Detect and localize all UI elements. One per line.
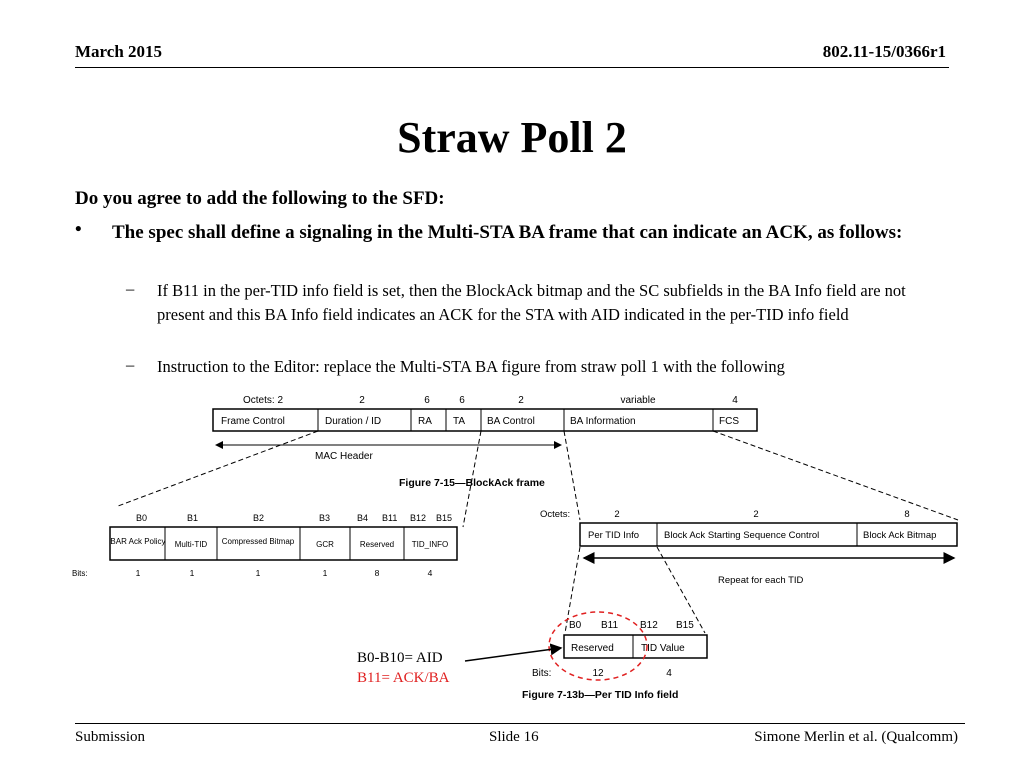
bactl-bit: B3 (319, 513, 331, 523)
bainfo-field: Block Ack Bitmap (863, 530, 937, 541)
bullet-marker: • (75, 219, 82, 240)
header-date: March 2015 (75, 42, 163, 61)
frame-caption: Figure 7-15—BlockAck frame (399, 477, 545, 489)
bactl-field: Reserved (359, 540, 395, 549)
footer-slide-number: Slide 16 (489, 729, 539, 745)
frame-octet: 6 (424, 395, 430, 406)
subitem-dash: – (126, 355, 135, 374)
bainfo-octet: 8 (904, 509, 910, 520)
subitem-text: If B11 in the per-TID info field is set, then the BlockAck bitmap and the SC subfields in the BA Info field are not present and this BA Info field indicates an ACK for the STA with AID indicated in the per-TID info field (157, 281, 906, 324)
frame-octet: 2 (518, 395, 524, 406)
bainfo-octet: 2 (614, 509, 620, 520)
frame-field: Duration / ID (325, 416, 382, 427)
slide-title: Straw Poll 2 (397, 113, 627, 162)
footer-rule (75, 723, 965, 724)
subitem-dash: – (126, 279, 135, 298)
pertid-bit: B11 (601, 620, 619, 631)
mac-header-label: MAC Header (315, 451, 373, 462)
bactl-bits: 8 (374, 568, 380, 578)
bactl-bits: 1 (255, 568, 261, 578)
bactl-bit: B4 (357, 513, 369, 523)
bactl-bit: B12 (410, 513, 427, 523)
annotation-aid: B0-B10= AID (357, 650, 443, 666)
bainfo-field: Block Ack Starting Sequence Control (664, 530, 820, 541)
pertid-bit: B12 (640, 620, 658, 631)
repeat-label: Repeat for each TID (718, 575, 804, 586)
header-doc-id: 802.11-15/0366r1 (822, 42, 946, 61)
frame-box (213, 409, 757, 431)
bactl-bit: B15 (436, 513, 453, 523)
frame-octet: variable (620, 395, 656, 406)
bactl-bits: 1 (135, 568, 141, 578)
bainfo-octet: 2 (753, 509, 759, 520)
bactl-field: Multi-TID (174, 540, 208, 549)
footer-submission: Submission (75, 729, 146, 745)
pertid-bits: 12 (592, 668, 604, 679)
bactl-bits: 1 (189, 568, 195, 578)
frame-octet: 4 (732, 395, 738, 406)
bullet-text: The spec shall define a signaling in the Multi-STA BA frame that can indicate an ACK, as follows: (112, 222, 903, 243)
pertid-bit: B0 (569, 620, 582, 631)
bainfo-field: Per TID Info (588, 530, 640, 541)
bactl-bits: 4 (427, 568, 433, 578)
frame-field: Frame Control (221, 416, 285, 427)
bactl-bit: B11 (382, 513, 398, 523)
subitem-text: Instruction to the Editor: replace the Multi-STA BA figure from straw poll 1 with the following (157, 357, 785, 376)
pertid-bit: B15 (676, 620, 694, 631)
footer-author: Simone Merlin et al. (Qualcomm) (754, 729, 958, 745)
bactl-bit: B1 (187, 513, 199, 523)
frame-field: BA Control (487, 416, 535, 427)
frame-field: RA (418, 416, 432, 427)
pertid-field: TID Value (641, 643, 685, 654)
annotation-arrow (465, 648, 561, 661)
bactl-field: TID_INFO (411, 540, 449, 549)
annotation-ack: B11= ACK/BA (357, 670, 450, 686)
question-text: Do you agree to add the following to the SFD: (75, 188, 445, 209)
bactl-bits: 1 (322, 568, 328, 578)
bactl-field: GCR (316, 540, 334, 549)
bactl-bit: B2 (253, 513, 265, 523)
frame-field: BA Information (570, 416, 636, 427)
bactl-field: Compressed Bitmap (221, 537, 295, 546)
pertid-bits: 4 (666, 668, 672, 679)
bactl-field: BAR Ack Policy (110, 537, 166, 546)
bainfo-octets-label: Octets: (540, 509, 571, 520)
frame-field: TA (453, 416, 466, 427)
pertid-bits-label: Bits: (532, 668, 552, 679)
bactl-bit: B0 (136, 513, 148, 523)
bactl-bits-label: Bits: (72, 569, 88, 578)
pertid-field: Reserved (571, 643, 614, 654)
frame-field: FCS (719, 416, 739, 427)
frame-octet: 6 (459, 395, 465, 406)
frame-octet: 2 (359, 395, 365, 406)
frame-octets-label: Octets: 2 (243, 395, 284, 406)
pertid-caption: Figure 7-13b—Per TID Info field (522, 689, 679, 701)
